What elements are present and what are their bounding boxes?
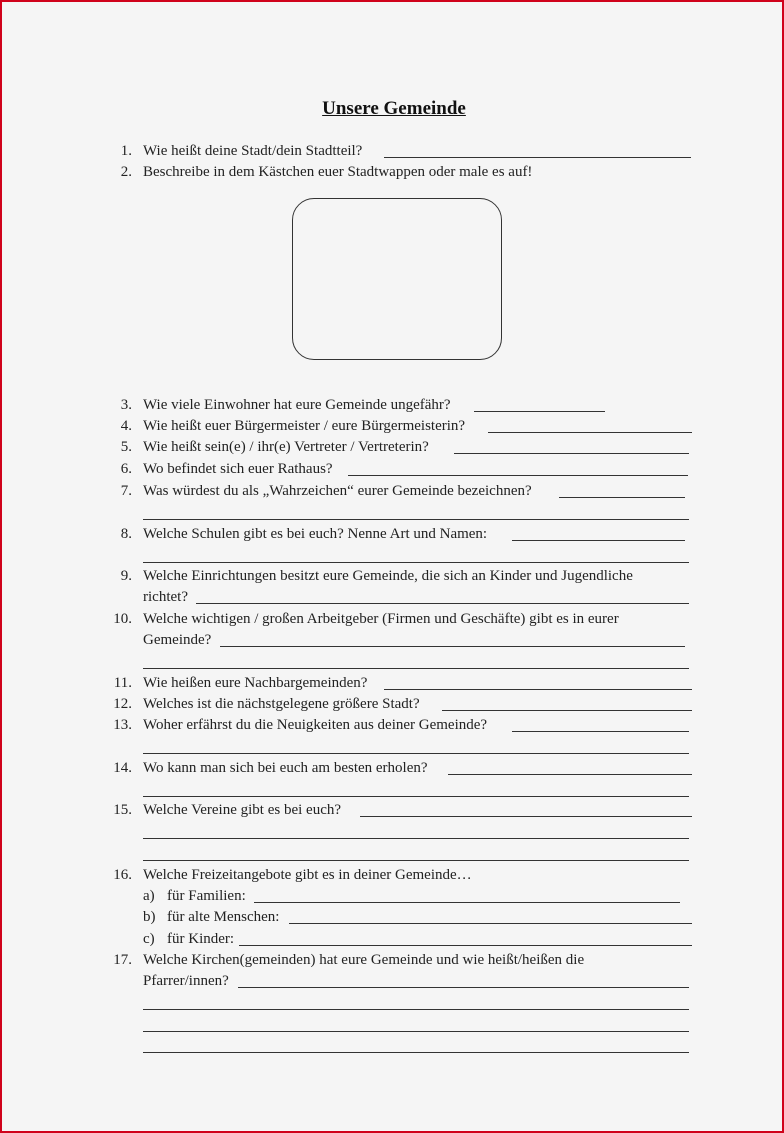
answer-line[interactable] [143,668,689,669]
question-6 [2,459,784,479]
question-text: Welches ist die nächstgelegene größere Stadt? [143,696,420,712]
answer-line[interactable] [289,923,692,924]
question-text: Wie heißt euer Bürgermeister / eure Bürgermeisterin? [143,418,466,434]
question-4 [2,416,784,436]
question-number: 6. [120,461,132,477]
question-number: 1. [120,143,132,159]
question-7 [2,481,784,501]
question-number: 17. [113,952,132,968]
answer-line[interactable] [220,646,685,647]
answer-line[interactable] [559,497,685,498]
question-number: 7. [120,483,132,499]
question-16b [2,907,784,927]
question-text: Welche Kirchen(gemeinden) hat eure Gemeinde und wie heißt/heißen die [143,952,585,968]
question-13 [2,715,784,735]
answer-line[interactable] [474,411,605,412]
question-8 [2,524,784,544]
question-text: richtet? [143,589,188,605]
subquestion-text: für Familien: [167,888,246,904]
question-text: Welche Schulen gibt es bei euch? Nenne Art und Namen: [143,526,488,542]
answer-line[interactable] [512,540,685,541]
question-16 [2,865,784,885]
question-number: 9. [120,568,132,584]
question-text: Welche wichtigen / großen Arbeitgeber (Firmen und Geschäfte) gibt es in eurer [143,611,619,627]
question-5 [2,437,784,457]
answer-line[interactable] [448,774,692,775]
subquestion-label: a) [143,888,155,904]
answer-line[interactable] [143,838,689,839]
question-10-continued [2,630,784,650]
answer-line[interactable] [196,603,689,604]
question-9-continued [2,587,784,607]
question-text: Gemeinde? [143,632,212,648]
page-title: Unsere Gemeinde [322,98,466,119]
question-number: 3. [120,397,132,413]
question-3 [2,395,784,415]
answer-line[interactable] [442,710,692,711]
question-number: 14. [113,760,132,776]
answer-line[interactable] [143,1009,689,1010]
answer-line[interactable] [143,796,689,797]
question-16a [2,886,784,906]
question-number: 13. [113,717,132,733]
question-text: Beschreibe in dem Kästchen euer Stadtwappen oder male es auf! [143,164,533,180]
question-number: 2. [120,164,132,180]
question-16c [2,929,784,949]
question-text: Woher erfährst du die Neuigkeiten aus deiner Gemeinde? [143,717,488,733]
subquestion-text: für alte Menschen: [167,909,280,925]
question-10 [2,609,784,629]
answer-line[interactable] [143,860,689,861]
question-text: Welche Einrichtungen besitzt eure Gemeinde, die sich an Kinder und Jugendliche [143,568,633,584]
answer-line[interactable] [360,816,692,817]
question-text: Wie heißen eure Nachbargemeinden? [143,675,368,691]
question-text: Wo befindet sich euer Rathaus? [143,461,333,477]
question-number: 11. [113,675,132,691]
question-number: 10. [113,611,132,627]
answer-line[interactable] [143,753,689,754]
question-number: 4. [120,418,132,434]
answer-line[interactable] [143,1031,689,1032]
answer-line[interactable] [239,945,692,946]
question-14 [2,758,784,778]
question-11 [2,673,784,693]
coat-of-arms-box[interactable] [292,198,502,360]
answer-line[interactable] [384,689,692,690]
answer-line[interactable] [348,475,688,476]
answer-line[interactable] [238,987,689,988]
answer-line[interactable] [143,562,689,563]
question-15 [2,800,784,820]
answer-line[interactable] [384,157,691,158]
question-text: Pfarrer/innen? [143,973,229,989]
answer-line[interactable] [454,453,689,454]
subquestion-label: c) [143,931,155,947]
question-number: 5. [120,439,132,455]
question-1 [2,141,784,161]
question-number: 12. [113,696,132,712]
subquestion-label: b) [143,909,156,925]
answer-line[interactable] [143,1052,689,1053]
subquestion-text: für Kinder: [167,931,235,947]
question-text: Wie heißt sein(e) / ihr(e) Vertreter / Vertreterin? [143,439,429,455]
answer-line[interactable] [143,519,689,520]
answer-line[interactable] [254,902,680,903]
question-17-continued [2,971,784,991]
question-number: 15. [113,802,132,818]
question-text: Welche Vereine gibt es bei euch? [143,802,342,818]
answer-line[interactable] [512,731,689,732]
question-2 [2,162,784,182]
question-17 [2,950,784,970]
question-number: 16. [113,867,132,883]
question-text: Was würdest du als „Wahrzeichen“ eurer Gemeinde bezeichnen? [143,483,532,499]
question-12 [2,694,784,714]
question-text: Wie heißt deine Stadt/dein Stadtteil? [143,143,363,159]
question-text: Wo kann man sich bei euch am besten erholen? [143,760,428,776]
question-9 [2,566,784,586]
question-number: 8. [120,526,132,542]
question-text: Wie viele Einwohner hat eure Gemeinde ungefähr? [143,397,451,413]
answer-line[interactable] [488,432,692,433]
question-text: Welche Freizeitangebote gibt es in deiner Gemeinde… [143,867,472,883]
